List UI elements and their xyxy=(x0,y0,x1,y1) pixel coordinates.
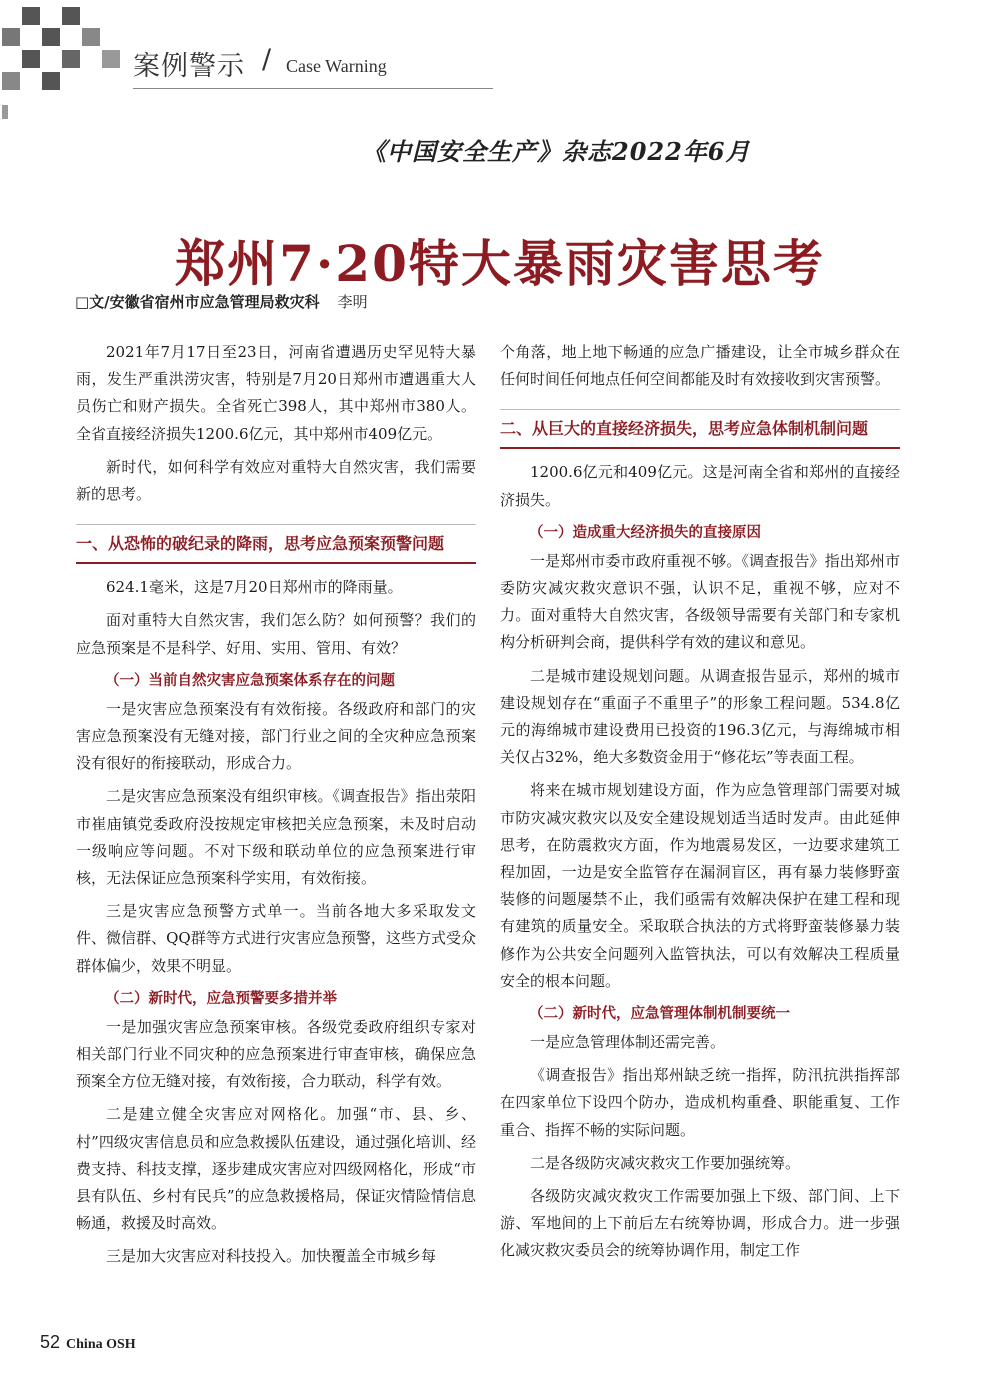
subsection-heading: （二）新时代，应急预警要多措并举 xyxy=(105,990,337,1007)
body-paragraph: 1200.6亿元和409亿元。这是河南全省和郑州的直接经济损失。 xyxy=(500,463,900,509)
subsection-heading: （一）造成重大经济损失的直接原因 xyxy=(529,524,761,541)
body-paragraph: 三是加大灾害应对科技投入。加快覆盖全市城乡每 xyxy=(106,1247,437,1266)
right-column xyxy=(500,339,900,1271)
corner-square xyxy=(22,50,40,68)
corner-square xyxy=(82,28,100,46)
subsection-heading: （二）新时代，应急管理体制机制要统一 xyxy=(529,1006,790,1023)
corner-square xyxy=(62,50,80,68)
section-heading: 二、从巨大的直接经济损失，思考应急体制机制问题 xyxy=(500,409,900,449)
corner-square xyxy=(2,105,8,119)
body-paragraph: 二是灾害应急预案没有组织审核。《调查报告》指出荥阳市崔庙镇党委政府没按规定审核把关应急预案，未及时启动一级响应等问题。不对下级和联动单位的应急预案进行审核，无法保证应急预案科学实用，有效衔接。 xyxy=(76,787,476,888)
author-name: 李明 xyxy=(337,293,368,311)
corner-square xyxy=(2,72,20,90)
body-paragraph: 二是城市建设规划问题。从调查报告显示，郑州的城市建设规划存在“重面子不重里子”的形象工程问题。534.8亿元的海绵城市建设费用已投资的196.3亿元，与海绵城市相关仅占32%，绝大多数资金用于“修花坛”等表面工程。 xyxy=(500,666,900,767)
page-number: 52 xyxy=(40,1332,61,1352)
body-paragraph: 各级防灾减灾救灾工作需要加强上下级、部门间、上下游、军地间的上下前后左右统筹协调，形成合力。进一步强化减灾救灾委员会的统筹协调作用，制定工作 xyxy=(500,1187,900,1260)
page-footer xyxy=(40,1332,136,1353)
section-category: 案例警示 xyxy=(133,51,245,82)
corner-square xyxy=(62,7,80,25)
left-column xyxy=(76,339,476,1277)
byline-affiliation: □文/安徽省宿州市应急管理局救灾科 xyxy=(75,293,320,311)
body-paragraph: 一是郑州市委市政府重视不够。《调查报告》指出郑州市委防灾减灾救灾意识不强，认识不足，重视不够，应对不力。面对重特大自然灾害，各级领导需要有关部门和专家机构分析研判会商，提供科学有效的建议和意见。 xyxy=(500,551,900,652)
body-paragraph: 将来在城市规划建设方面，作为应急管理部门需要对城市防灾减灾救灾以及安全建设规划适当适时发声。由此延伸思考，在防震救灾方面，作为地震易发区，一边要求建筑工程加固，一边是安全监管存在漏洞盲区，再有暴力装修野蛮装修的问题屡禁不止，我们亟需有效解决保护在建工程和现有建筑的质量安全。采取联合执法的方式将野蛮装修暴力装修作为公共安全问题列入监管执法，可以有效解决工程质量安全的根本问题。 xyxy=(500,781,900,990)
body-paragraph: 《调查报告》指出郑州缺乏统一指挥，防汛抗洪指挥部在四家单位下设四个防办，造成机构重叠、职能重复、工作重合、指挥不畅的实际问题。 xyxy=(500,1066,900,1139)
corner-square xyxy=(42,28,60,46)
subsection-heading: （一）当前自然灾害应急预案体系存在的问题 xyxy=(105,672,395,689)
body-paragraph: 624.1毫米，这是7月20日郑州市的降雨量。 xyxy=(106,578,403,597)
intro-paragraph: 2021年7月17日至23日，河南省遭遇历史罕见特大暴雨，发生严重洪涝灾害，特别是7月20日郑州市遭遇重大人员伤亡和财产损失。全省死亡398人，其中郑州市380人。全省直接经济损失1200.6亿元，其中郑州市409亿元。 xyxy=(76,343,476,443)
section-heading: 一、从恐怖的破纪录的降雨，思考应急预案预警问题 xyxy=(76,524,476,564)
header-slash: / xyxy=(262,44,272,75)
body-paragraph: 二是建立健全灾害应对网格化。加强“市、县、乡、村”四级灾害信息员和应急救援队伍建设，通过强化培训、经费支持、科技支撑，逐步建成灾害应对四级网格化，形成“市县有队伍、乡村有民兵”的应急救援格局，保证灾情险情信息畅通，救援及时高效。 xyxy=(76,1105,476,1233)
byline xyxy=(75,291,368,312)
section-category-english: Case Warning xyxy=(286,56,387,76)
body-paragraph: 一是应急管理体制还需完善。 xyxy=(530,1033,726,1052)
body-paragraph: 面对重特大自然灾害，我们怎么防？如何预警？我们的应急预案是不是科学、好用、实用、管用、有效？ xyxy=(76,611,476,657)
corner-square xyxy=(102,50,120,68)
body-paragraph: 二是各级防灾减灾救灾工作要加强统筹。 xyxy=(530,1153,801,1172)
article-title: 郑州7·20特大暴雨灾害思考 xyxy=(175,234,825,293)
handwritten-source-note: 《中国安全生产》杂志2022年6月 xyxy=(362,137,751,166)
body-paragraph: 一是加强灾害应急预案审核。各级党委政府组织专家对相关部门行业不同灾种的应急预案进行审查审核，确保应急预案全方位无缝对接，有效衔接，合力联动，科学有效。 xyxy=(76,1017,476,1091)
body-paragraph: 三是灾害应急预警方式单一。当前各地大多采取发文件、微信群、QQ群等方式进行灾害应急预警，这些方式受众群体偏少，效果不明显。 xyxy=(76,902,476,975)
publication-name: China OSH xyxy=(66,1337,136,1352)
corner-square xyxy=(22,7,40,25)
header-rule xyxy=(133,88,493,89)
corner-square xyxy=(42,72,60,90)
intro-paragraph: 新时代，如何科学有效应对重特大自然灾害，我们需要新的思考。 xyxy=(76,457,476,504)
continued-paragraph: 个角落，地上地下畅通的应急广播建设，让全市城乡群众在任何时间任何地点任何空间都能及时有效接收到灾害预警。 xyxy=(500,343,900,389)
corner-square xyxy=(2,28,20,46)
body-paragraph: 一是灾害应急预案没有有效衔接。各级政府和部门的灾害应急预案没有无缝对接，部门行业之间的全灾种应急预案没有很好的衔接联动，形成合力。 xyxy=(76,699,476,773)
